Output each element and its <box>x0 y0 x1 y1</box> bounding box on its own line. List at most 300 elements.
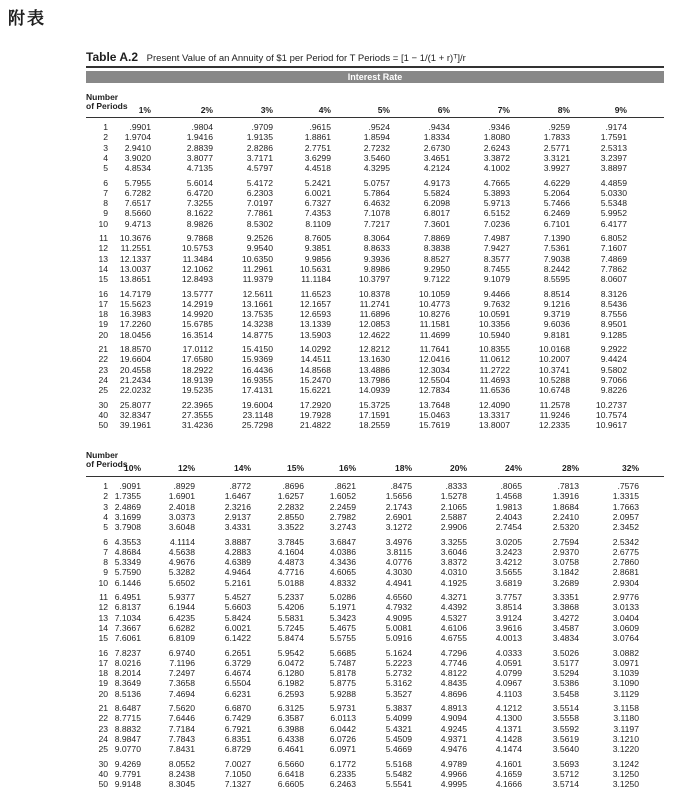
table-row <box>86 678 664 688</box>
value-cell: 8.6487 <box>114 703 141 713</box>
value-cell: 9.1285 <box>600 329 627 340</box>
value-cell: 6.7327 <box>304 198 331 209</box>
value-cell: 13.3317 <box>478 409 510 420</box>
value-cell: 7.1050 <box>224 768 251 779</box>
value-cell: 2.3216 <box>224 501 251 512</box>
value-cell: 3.5655 <box>495 567 522 578</box>
table-row <box>86 689 664 699</box>
value-cell: 18.2922 <box>181 364 213 375</box>
table-row <box>86 375 664 385</box>
value-cell: 18.0456 <box>119 329 151 340</box>
value-cell: 10.6748 <box>538 385 570 396</box>
value-cell: 13.1661 <box>241 298 273 309</box>
value-cell: 9.3936 <box>363 253 390 264</box>
value-cell: 8.1622 <box>186 208 213 219</box>
table-row <box>86 299 664 309</box>
value-cell: 5.5831 <box>277 612 304 623</box>
table-caption <box>86 50 666 64</box>
value-cell: 1.6467 <box>224 491 251 502</box>
table-row <box>86 122 664 132</box>
period-cell: 50 <box>98 779 108 790</box>
value-cell: 7.4869 <box>600 253 627 264</box>
value-cell: 3.6046 <box>440 546 467 557</box>
value-cell: 12.0416 <box>418 354 450 365</box>
value-cell: 15.6785 <box>181 319 213 330</box>
value-cell: 5.5755 <box>329 633 356 644</box>
value-cell: 20.4558 <box>119 364 151 375</box>
value-cell: 2.4043 <box>495 511 522 522</box>
value-cell: 2.5887 <box>440 511 467 522</box>
panel2-header-rule <box>86 476 664 477</box>
value-cell: 9.9856 <box>304 253 331 264</box>
value-cell: 6.1422 <box>224 633 251 644</box>
value-cell: 5.2732 <box>385 668 412 679</box>
value-cell: 8.3045 <box>168 779 195 790</box>
value-cell: 21.4822 <box>299 420 331 431</box>
value-cell: 6.0021 <box>224 622 251 633</box>
value-cell: 4.1002 <box>483 163 510 174</box>
value-cell: 8.5436 <box>600 298 627 309</box>
table-row <box>86 759 664 769</box>
period-cell: 1 <box>103 122 108 132</box>
value-cell: 3.5514 <box>552 703 579 713</box>
value-cell: 13.5903 <box>299 329 331 340</box>
value-cell: 5.2223 <box>385 657 412 668</box>
value-cell: 4.5638 <box>168 546 195 557</box>
value-cell: 3.5460 <box>363 152 390 163</box>
value-cell: 3.5640 <box>552 744 579 755</box>
table-row <box>86 522 664 532</box>
value-cell: 4.9245 <box>440 723 467 734</box>
value-cell: 5.5824 <box>423 187 450 198</box>
value-cell: 13.0037 <box>119 263 151 274</box>
value-cell: 11.4699 <box>419 329 450 340</box>
value-cell: 3.0133 <box>612 602 639 613</box>
value-cell: 2.6775 <box>612 546 639 557</box>
period-cell: 4 <box>103 152 108 163</box>
value-cell: 4.0967 <box>495 678 522 689</box>
value-cell: 4.5327 <box>440 612 467 623</box>
value-cell: 10.5940 <box>478 329 510 340</box>
value-cell: 2.4018 <box>168 501 195 512</box>
value-cell: 2.9137 <box>224 511 251 522</box>
value-cell: 3.5386 <box>552 678 579 689</box>
value-cell: 12.4090 <box>478 399 510 410</box>
value-cell: 6.4641 <box>277 744 304 755</box>
value-cell: 5.7487 <box>329 657 356 668</box>
value-cell: 9.6036 <box>543 319 570 330</box>
period-cell: 2 <box>103 132 108 143</box>
value-cell: 4.0799 <box>495 668 522 679</box>
value-cell: 12.1337 <box>119 253 151 264</box>
value-cell: 4.9464 <box>224 567 251 578</box>
value-cell: 9.7791 <box>114 768 141 779</box>
value-cell: 3.1039 <box>612 668 639 679</box>
value-cell: 1.6901 <box>168 491 195 502</box>
table-row <box>86 233 664 243</box>
value-cell: 13.8007 <box>478 420 510 431</box>
value-cell: 21.2434 <box>119 374 151 385</box>
value-cell: 11.2722 <box>479 364 510 375</box>
value-cell: 7.1327 <box>224 779 251 790</box>
value-cell: 5.7864 <box>363 187 390 198</box>
table-row <box>86 309 664 319</box>
value-cell: 9.9540 <box>246 243 273 254</box>
value-cell: 7.5620 <box>168 703 195 713</box>
value-cell: 3.1180 <box>613 713 639 724</box>
value-cell: 6.5152 <box>483 208 510 219</box>
value-cell: 8.3064 <box>363 233 390 243</box>
value-cell: 8.7556 <box>600 309 627 320</box>
value-cell: 7.3601 <box>423 218 450 229</box>
value-cell: 8.2442 <box>543 263 570 274</box>
period-cell: 16 <box>98 647 108 658</box>
value-cell: 8.9826 <box>186 218 213 229</box>
value-cell: 10.5631 <box>299 263 331 274</box>
value-cell: 9.7632 <box>483 298 510 309</box>
value-cell: 16.9355 <box>241 374 273 385</box>
value-cell: 3.1129 <box>613 688 639 699</box>
value-cell: 5.9288 <box>329 688 356 699</box>
value-cell: 4.6229 <box>543 177 570 188</box>
value-cell: 3.5714 <box>552 779 579 790</box>
value-cell: 9.9148 <box>114 779 141 790</box>
value-cell: 3.1197 <box>613 723 639 734</box>
value-cell: 12.3034 <box>418 364 450 375</box>
value-cell: 5.3423 <box>329 612 356 623</box>
period-cell: 9 <box>103 208 108 219</box>
value-cell: 7.0197 <box>246 198 273 209</box>
value-cell: 3.5693 <box>552 758 579 769</box>
rate-header: 24% <box>504 463 522 473</box>
value-cell: 3.1699 <box>114 511 141 522</box>
value-cell: 14.8775 <box>241 329 273 340</box>
value-cell: 7.1034 <box>114 612 141 623</box>
value-cell: 3.8372 <box>440 557 467 568</box>
value-cell: 11.2551 <box>120 243 151 254</box>
table-row <box>86 143 664 153</box>
value-cell: 6.2335 <box>329 768 356 779</box>
period-cell: 24 <box>98 733 108 744</box>
value-cell: 5.7466 <box>543 198 570 209</box>
value-cell: 4.3436 <box>329 557 356 568</box>
period-cell: 5 <box>103 522 108 533</box>
value-cell: 5.1971 <box>329 602 356 613</box>
period-cell: 18 <box>98 309 108 320</box>
value-cell: 10.9617 <box>595 420 627 431</box>
value-cell: 13.1630 <box>358 354 390 365</box>
value-cell: 3.4272 <box>552 612 579 623</box>
rate-header: 20% <box>449 463 467 473</box>
value-cell: 6.2469 <box>543 208 570 219</box>
value-cell: 3.2689 <box>552 577 579 588</box>
table-number: Table A.2 <box>86 50 139 64</box>
value-cell: 7.7184 <box>168 723 195 734</box>
period-cell: 3 <box>103 142 108 153</box>
value-cell: 12.5611 <box>242 288 273 299</box>
value-cell: 4.1601 <box>495 758 522 769</box>
value-cell: 2.7982 <box>329 511 356 522</box>
period-cell: 5 <box>103 163 108 174</box>
value-cell: 5.8424 <box>224 612 251 623</box>
table-row <box>86 153 664 163</box>
period-cell: 30 <box>98 758 108 769</box>
value-cell: 7.8869 <box>423 233 450 243</box>
value-cell: 4.1659 <box>495 768 522 779</box>
value-cell: 14.4511 <box>300 354 331 365</box>
value-cell: 3.0882 <box>612 647 639 658</box>
value-cell: 4.6560 <box>385 592 412 602</box>
value-cell: 4.6065 <box>329 567 356 578</box>
value-cell: 9.4424 <box>600 354 627 365</box>
table-row <box>86 420 664 430</box>
value-cell: 15.6221 <box>299 385 331 396</box>
value-cell: 1.6052 <box>329 491 356 502</box>
period-cell: 14 <box>98 622 108 633</box>
value-cell: 9.3719 <box>543 309 570 320</box>
value-cell: 3.0764 <box>612 633 639 644</box>
value-cell: 1.5656 <box>385 491 412 502</box>
value-cell: 5.3837 <box>385 703 412 713</box>
value-cell: 3.5712 <box>552 768 579 779</box>
value-cell: 3.0205 <box>495 536 522 547</box>
period-cell: 17 <box>98 657 108 668</box>
value-cell: 8.8832 <box>114 723 141 734</box>
table-row <box>86 703 664 713</box>
period-cell: 19 <box>98 678 108 689</box>
value-cell: 6.3125 <box>277 703 304 713</box>
value-cell: 4.3295 <box>363 163 390 174</box>
value-cell: 3.1090 <box>612 678 639 689</box>
value-cell: 4.9966 <box>440 768 467 779</box>
value-cell: 3.8887 <box>224 536 251 547</box>
value-cell: 9.7122 <box>423 274 450 285</box>
value-cell: 4.9789 <box>440 758 467 769</box>
table-row <box>86 613 664 623</box>
value-cell: 18.2559 <box>358 420 390 431</box>
value-cell: 7.3667 <box>114 622 141 633</box>
value-cell: 6.0442 <box>329 723 356 734</box>
value-cell: 15.2470 <box>299 374 331 385</box>
value-cell: 10.0168 <box>538 344 570 354</box>
value-cell: 3.3255 <box>440 536 467 547</box>
value-cell: 12.8493 <box>181 274 213 285</box>
value-cell: 6.1280 <box>277 668 304 679</box>
value-cell: 12.0853 <box>358 319 390 330</box>
value-cell: 5.2337 <box>277 592 304 602</box>
value-cell: 5.4527 <box>224 592 251 602</box>
value-cell: 9.2526 <box>246 233 273 243</box>
table-row <box>86 319 664 329</box>
value-cell: 8.3649 <box>114 678 141 689</box>
value-cell: 2.6901 <box>385 511 412 522</box>
value-cell: 1.8684 <box>552 501 579 512</box>
rate-header: 32% <box>621 463 639 473</box>
table-row <box>86 648 664 658</box>
value-cell: 2.7751 <box>304 142 331 153</box>
value-cell: 2.6243 <box>483 142 510 153</box>
value-cell: 2.9370 <box>552 546 579 557</box>
value-cell: 13.7986 <box>358 374 390 385</box>
value-cell: 11.6536 <box>479 385 510 396</box>
value-cell: 5.3282 <box>168 567 195 578</box>
table-row <box>86 567 664 577</box>
period-cell: 17 <box>98 298 108 309</box>
value-cell: 7.5361 <box>543 243 570 254</box>
period-cell: 8 <box>103 198 108 209</box>
value-cell: 11.2741 <box>359 298 390 309</box>
page-heading: 附表 <box>8 9 46 29</box>
value-cell: 3.5294 <box>552 668 579 679</box>
value-cell: 3.4976 <box>385 536 412 547</box>
value-cell: 19.5235 <box>181 385 213 396</box>
value-cell: 9.4466 <box>483 288 510 299</box>
value-cell: 4.8122 <box>440 668 467 679</box>
value-cell: 4.8696 <box>440 688 467 699</box>
value-cell: 1.4568 <box>495 491 522 502</box>
table-row <box>86 400 664 410</box>
value-cell: 12.2335 <box>538 420 570 431</box>
rate-header: 4% <box>318 105 331 115</box>
period-cell: 21 <box>98 703 108 713</box>
value-cell: 12.4622 <box>358 329 390 340</box>
value-cell: 11.2961 <box>242 263 273 274</box>
value-cell: 19.6004 <box>241 399 273 410</box>
table-row <box>86 744 664 754</box>
value-cell: 15.3725 <box>358 399 390 410</box>
value-cell: 5.8775 <box>329 678 356 689</box>
table-row <box>86 557 664 567</box>
period-cell: 3 <box>103 501 108 512</box>
value-cell: 3.0373 <box>168 511 195 522</box>
value-cell: 1.3916 <box>552 491 579 502</box>
value-cell: .8696 <box>282 481 304 491</box>
period-cell: 19 <box>98 319 108 330</box>
periods-header2-line1: Number <box>86 450 119 460</box>
value-cell: 9.4269 <box>114 758 141 769</box>
value-cell: 11.4693 <box>479 374 510 385</box>
table-row <box>86 658 664 668</box>
period-cell: 16 <box>98 288 108 299</box>
value-cell: 4.0013 <box>495 633 522 644</box>
value-cell: 5.3162 <box>385 678 412 689</box>
period-cell: 22 <box>98 354 108 365</box>
value-cell: 3.1242 <box>612 758 639 769</box>
value-cell: 6.0726 <box>329 733 356 744</box>
rate-header: 6% <box>437 105 450 115</box>
value-cell: 3.5558 <box>552 713 579 724</box>
value-cell: 3.5026 <box>552 647 579 658</box>
value-cell: 10.3356 <box>478 319 510 330</box>
value-cell: 11.9379 <box>242 274 273 285</box>
value-cell: 9.3851 <box>304 243 331 254</box>
value-cell: 7.1390 <box>543 233 570 243</box>
value-cell: 5.7245 <box>277 622 304 633</box>
period-cell: 23 <box>98 723 108 734</box>
value-cell: 6.7921 <box>224 723 251 734</box>
value-cell: 7.6517 <box>124 198 151 209</box>
value-cell: 9.2950 <box>423 263 450 274</box>
value-cell: 2.7454 <box>495 522 522 533</box>
value-cell: 4.1666 <box>495 779 522 790</box>
value-cell: 17.6580 <box>181 354 213 365</box>
value-cell: 5.6685 <box>329 647 356 658</box>
value-cell: 7.6061 <box>114 633 141 644</box>
value-cell: 2.3452 <box>612 522 639 533</box>
value-cell: 10.7574 <box>595 409 627 420</box>
value-cell: 10.6350 <box>241 253 273 264</box>
table-row <box>86 385 664 395</box>
value-cell: 4.9676 <box>168 557 195 568</box>
value-cell: 1.6257 <box>277 491 304 502</box>
value-cell: 4.9371 <box>440 733 467 744</box>
value-cell: 3.0758 <box>552 557 579 568</box>
value-cell: 9.8226 <box>600 385 627 396</box>
period-cell: 20 <box>98 688 108 699</box>
value-cell: 9.7868 <box>186 233 213 243</box>
value-cell: 25.7298 <box>241 420 273 431</box>
value-cell: 27.3555 <box>181 409 213 420</box>
value-cell: 3.0971 <box>612 657 639 668</box>
value-cell: 4.4941 <box>385 577 412 588</box>
rate-header: 15% <box>286 463 304 473</box>
value-cell: 7.1607 <box>600 243 627 254</box>
value-cell: 10.4773 <box>418 298 450 309</box>
table-row <box>86 264 664 274</box>
value-cell: 6.2651 <box>224 647 251 658</box>
value-cell: 8.0216 <box>114 657 141 668</box>
period-cell: 13 <box>98 253 108 264</box>
value-cell: 6.6870 <box>224 703 251 713</box>
value-cell: 9.8181 <box>543 329 570 340</box>
period-cell: 12 <box>98 602 108 613</box>
interest-rate-banner: Interest Rate <box>86 71 664 83</box>
value-cell: 6.7282 <box>124 187 151 198</box>
rate-header: 12% <box>177 463 195 473</box>
value-cell: 3.2423 <box>495 546 522 557</box>
value-cell: 8.3838 <box>423 243 450 254</box>
value-cell: 7.8237 <box>114 647 141 658</box>
value-cell: 22.0232 <box>119 385 151 396</box>
value-cell: 4.9995 <box>440 779 467 790</box>
table-row <box>86 330 664 340</box>
period-cell: 18 <box>98 668 108 679</box>
value-cell: 6.8137 <box>114 602 141 613</box>
rate-header: 1% <box>138 105 151 115</box>
rate-header: 2% <box>200 105 213 115</box>
value-cell: 12.8212 <box>358 344 390 354</box>
value-cell: 8.0607 <box>600 274 627 285</box>
value-cell: 4.2124 <box>423 163 450 174</box>
value-cell: 3.3872 <box>483 152 510 163</box>
value-cell: 3.3351 <box>552 592 579 602</box>
table-row <box>86 410 664 420</box>
value-cell: 13.8651 <box>119 274 151 285</box>
value-cell: 10.2007 <box>538 354 570 365</box>
value-cell: 6.4632 <box>363 198 390 209</box>
value-cell: 6.4177 <box>600 218 627 229</box>
value-cell: 4.8534 <box>124 163 151 174</box>
value-cell: 3.6819 <box>495 577 522 588</box>
value-cell: 4.3030 <box>385 567 412 578</box>
value-cell: 8.8527 <box>423 253 450 264</box>
value-cell: 14.0292 <box>299 344 331 354</box>
value-cell: 17.1591 <box>358 409 390 420</box>
value-cell: 4.0386 <box>329 546 356 557</box>
rate-header: 5% <box>377 105 390 115</box>
value-cell: 4.1300 <box>495 713 522 724</box>
value-cell: 6.4338 <box>277 733 304 744</box>
